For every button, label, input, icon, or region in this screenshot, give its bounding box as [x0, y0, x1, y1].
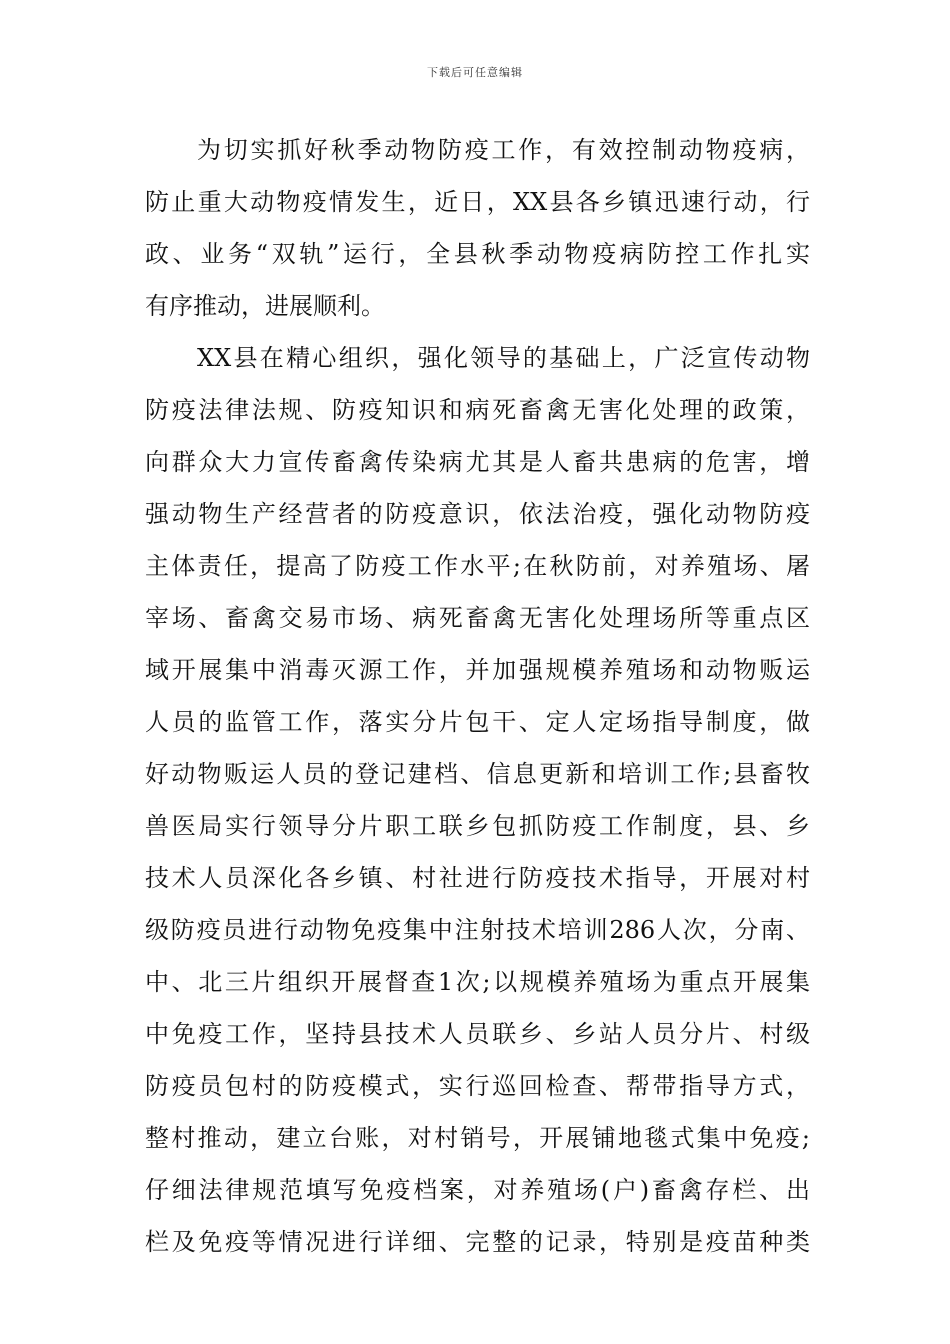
paragraph-2-line-8: 人员的监管工作，落实分片包干、定人定场指导制度，做 [145, 708, 810, 736]
page-header: 下载后可任意编辑 [427, 66, 523, 79]
paragraph-2-line-15: 防疫员包村的防疫模式，实行巡回检查、帮带指导方式， [145, 1072, 810, 1100]
paragraph-2-line-9: 好动物贩运人员的登记建档、信息更新和培训工作;县畜牧 [145, 760, 810, 788]
paragraph-2-line-12: 级防疫员进行动物免疫集中注射技术培训286人次，分南、 [145, 916, 810, 944]
paragraph-2-line-1: XX县在精心组织，强化领导的基础上，广泛宣传动物 [197, 344, 810, 372]
paragraph-2-line-4: 强动物生产经营者的防疫意识，依法治疫，强化动物防疫 [145, 500, 810, 528]
paragraph-2-line-2: 防疫法律法规、防疫知识和病死畜禽无害化处理的政策， [145, 396, 810, 424]
document-body [145, 124, 810, 1268]
paragraph-2-line-5: 主体责任，提高了防疫工作水平;在秋防前，对养殖场、屠 [145, 552, 810, 580]
paragraph-2-line-13: 中、北三片组织开展督查1次;以规模养殖场为重点开展集 [145, 968, 810, 996]
paragraph-2-line-7: 域开展集中消毒灭源工作，并加强规模养殖场和动物贩运 [145, 656, 810, 684]
paragraph-1-line-2: 防止重大动物疫情发生，近日，XX县各乡镇迅速行动，行 [145, 188, 810, 216]
paragraph-1-line-4: 有序推动，进展顺利。 [145, 292, 385, 320]
paragraph-2-line-18: 栏及免疫等情况进行详细、完整的记录，特别是疫苗种类 [145, 1228, 810, 1256]
paragraph-2-line-17: 仔细法律规范填写免疫档案，对养殖场(户)畜禽存栏、出 [145, 1176, 810, 1204]
paragraph-2-line-14: 中免疫工作，坚持县技术人员联乡、乡站人员分片、村级 [145, 1020, 810, 1048]
paragraph-2-line-16: 整村推动，建立台账，对村销号，开展铺地毯式集中免疫; [145, 1124, 810, 1152]
paragraph-1-line-1: 为切实抓好秋季动物防疫工作，有效控制动物疫病， [197, 136, 810, 164]
paragraph-2-line-11: 技术人员深化各乡镇、村社进行防疫技术指导，开展对村 [145, 864, 810, 892]
paragraph-2-line-10: 兽医局实行领导分片职工联乡包抓防疫工作制度，县、乡 [145, 812, 810, 840]
paragraph-2-line-3: 向群众大力宣传畜禽传染病尤其是人畜共患病的危害，增 [145, 448, 810, 476]
paragraph-2-line-6: 宰场、畜禽交易市场、病死畜禽无害化处理场所等重点区 [145, 604, 810, 632]
paragraph-1-line-3: 政、业务“双轨”运行，全县秋季动物疫病防控工作扎实 [145, 240, 810, 268]
